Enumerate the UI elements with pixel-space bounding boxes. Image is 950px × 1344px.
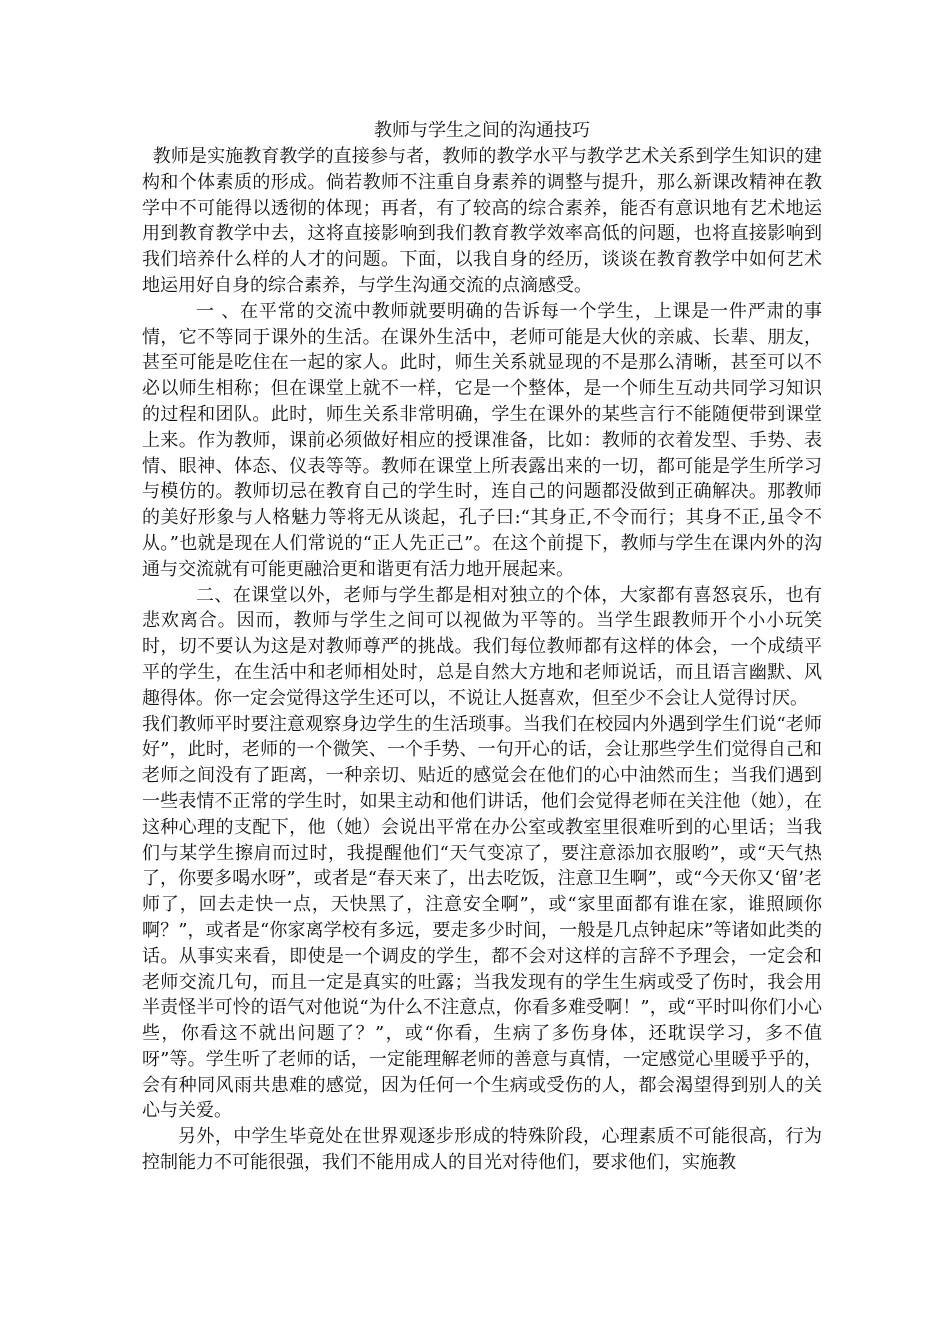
paragraph-point-two: 二、在课堂以外，老师与学生都是相对独立的个体，大家都有喜怒哀乐，也有悲欢离合。因而，教师与学生之间可以视做为平等的。当学生跟教师开个小小玩笑时，切不要认为这是对教师尊严的挑战。我们每位教师都有这样的体会，一个成绩平平的学生，在生活中和老师相处时，总是自然大方地和老师说话，而且语言幽默、风趣得体。你一定会觉得这学生还可以，不说让人挺喜欢，但至少不会让人觉得讨厌。 [142, 584, 822, 709]
document-title: 教师与学生之间的沟通技巧 [374, 120, 590, 141]
paragraph-intro: 教师是实施教育教学的直接参与者，教师的教学水平与教学艺术关系到学生知识的建构和个体素质的形成。倘若教师不注重自身素养的调整与提升，那么新课改精神在教学中不可能得以透彻的体现；再者，有了较高的综合素养，能否有意识地有艺术地运用到教育教学中去，这将直接影响到我们教育教学效率高低的问题，也将直接影响到我们培养什么样的人才的问题。下面，以我自身的经历，谈谈在教育教学中如何艺术地运用好自身的综合素养，与学生沟通交流的点滴感受。 [142, 146, 822, 296]
paragraph-observation: 我们教师平时要注意观察身边学生的生活琐事。当我们在校园内外遇到学生们说“老师好”，此时，老师的一个微笑、一个手势、一句开心的话，会让那些学生们觉得自己和老师之间没有了距离，一种亲切、贴近的感觉会在他们的心中油然而生；当我们遇到一些表情不正常的学生时，如果主动和他们讲话，他们会觉得老师在关注他（她），在这种心理的支配下，他（她）会说出平常在办公室或教室里很难听到的心里话；当我们与某学生擦肩而过时，我提醒他们“天气变凉了，要注意添加衣服哟”，或“天气热了，你要多喝水呀”，或者是“春天来了，出去吃饭，注意卫生啊”，或“今天你又‘留’老师了，回去走快一点，天快黑了，注意安全啊”，或“家里面都有谁在家，谁照顾你啊？”，或者是“你家离学校有多远，要走多少时间，一般是几点钟起床”等诸如此类的话。从事实来看，即使是一个调皮的学生，都不会对这样的言辞不予理会，一定会和老师交流几句，而且一定是真实的吐露；当我发现有的学生生病或受了伤时，我会用半责怪半可怜的语气对他说“为什么不注意点，你看多难受啊！”，或“平时叫你们小心些，你看这不就出问题了？”，或“你看，生病了多伤身体，还耽误学习，多不值呀”等。学生听了老师的话，一定能理解老师的善意与真情，一定感觉心里暖乎乎的，会有种同风雨共患难的感觉，因为任何一个生病或受伤的人，都会渴望得到别人的关心与关爱。 [142, 713, 822, 1122]
paragraph-additional: 另外，中学生毕竟处在世界观逐步形成的特殊阶段，心理素质不可能很高，行为控制能力不可能很强，我们不能用成人的目光对待他们，要求他们，实施教 [142, 1126, 822, 1174]
document-body [142, 118, 822, 1176]
paragraph-point-one: 一 、在平常的交流中教师就要明确的告诉每一个学生，上课是一件严肃的事情，它不等同于课外的生活。在课外生活中，老师可能是大伙的亲戚、长辈、朋友，甚至可能是吃住在一起的家人。此时，师生关系就显现的不是那么清晰，甚至可以不必以师生相称；但在课堂上就不一样，它是一个整体，是一个师生互动共同学习知识的过程和团队。此时，师生关系非常明确，学生在课外的某些言行不能随便带到课堂上来。作为教师，课前必须做好相应的授课准备，比如：教师的衣着发型、手势、表情、眼神、体态、仪表等等。教师在课堂上所表露出来的一切，都可能是学生所学习与模仿的。教师切忌在教育自己的学生时，连自己的问题都没做到正确解决。那教师的美好形象与人格魅力等将无从谈起，孔子曰:“其身正,不令而行；其身不正,虽令不从。”也就是现在人们常说的“正人先正己”。在这个前提下，教师与学生在课内外的沟通与交流就有可能更融洽更和谐更有活力地开展起来。 [142, 300, 822, 580]
